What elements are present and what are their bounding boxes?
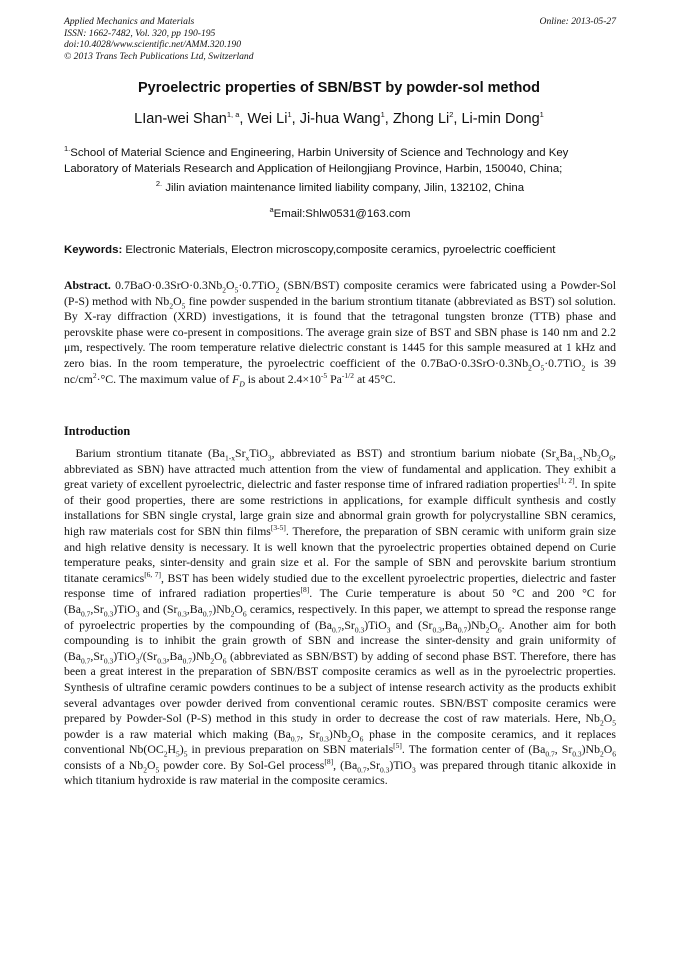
affiliation-1-text: School of Material Science and Engineering, Harbin University of Science and Technology and Key Laboratory of Materials Research and Application of Heilongjiang Province, Harbin, 150040, China; (64, 147, 569, 175)
author: Zhong Li (392, 111, 450, 127)
author: Wei Li (247, 111, 288, 127)
affiliation-2-text: Jilin aviation maintenance limited liability company, Jilin, 132102, China (162, 182, 525, 194)
abstract-body: $0.7BaO\cdot 0.3SrO\cdot 0.3Nb_2O_5\cdot 0.7TiO_2$ (SBN/BST) composite ceramics were fabricated using a Powder-Sol (P-S) method with $Nb_2O_5$ fine powder suspended in the barium strontium titanate (abbreviated as BST) sol solution. By X-ray diffraction (XRD) investigations, it is found that the tetragonal tungsten bronze (TTB) phase and perovskite phase were co-present in compositions. The average grain size of BST and SBN phase is 140 nm and 2.2 μm, respectively. The room temperature relative dielectric constant is 1445 for this sample measured at 1 kHz and zero bias. In the room temperature, the pyroelectric coefficient of the $0.7BaO\cdot 0.3SrO\cdot 0.3Nb_2O_5\cdot 0.7TiO_2$ is 39 $nc/cm^2\cdot^\circ C$. The maximum value of $F_D$ is about $2.4\times 10^{-5}$ $Pa^{-1/2}$ at 45°C. (64, 278, 616, 388)
email-line (64, 206, 616, 222)
email-text: Email:Shlw0531@163.com (273, 208, 411, 220)
paper-title: Pyroelectric properties of SBN/BST by powder-sol method (137, 80, 541, 96)
section-heading-introduction: Introduction (64, 424, 131, 438)
email-sup: a (269, 205, 274, 215)
copyright-line: © 2013 Trans Tech Publications Ltd, Switzerland (64, 50, 254, 62)
introduction-body: Barium strontium titanate ($Ba_{1-x}Sr_xTiO_3$, abbreviated as BST) and strontium barium niobate ($Sr_xBa_{1-x}Nb_2O_6$, abbreviated as SBN) have attracted much attention from the view of fundamental and application. They exhibit a great variety of excellent pyroelectric, dielectric and faster response time of infrared radiation properties[1, 2]. In spite of their good properties, there are some restrictions in applications, for example difficult synthesis and costly installations for SBN single crystal, large grain size and abnormal grain growth for polycrystalline SBN ceramics, high raw materials cost for SBN thin films[3-5]. Therefore, the preparation of SBN ceramic with uniform grain size and high relative density is necessary. It is well known that the pyroelectric properties obtained depend on Curie temperature peaks, sinter-density and grain size et al. For the sample of SBN and perovskite barium strontium titanate ceramics[6, 7], BST has been widely studied due to the excellent pyroelectric properties, dielectric and faster response time of infrared radiation properties[8]. The Curie temperature is about 50 °C and 200 °C for $(Ba_{0.7},Sr_{0.3})TiO_3$ and $(Sr_{0.3},Ba_{0.7})Nb_2O_6$ ceramics, respectively. In this paper, we attempt to spread the response range of pyroelectric properties by the compounding of $(Ba_{0.7},Sr_{0.3})TiO_3$ and $(Sr_{0.3},Ba_{0.7})Nb_2O_6$. Another aim for both compounding is to inhibit the grain growth of SBN and increase the sinter-density and grain uniformity of $(Ba_{0.7},Sr_{0.3})TiO_3/(Sr_{0.3},Ba_{0.7})Nb_2O_6$ (abbreviated as SBN/BST) by adding of second phase BST. Therefore, there has been a great interest in the preparation of SBN/BST composite ceramics as well as in the pyroelectric properties. Synthesis of ultrafine ceramic powders continues to be a subject of intense research activity as the products exhibit several advantages over powder derived from conventional ceramic routes. SBN/BST composite ceramics were prepared by Powder-Sol (P-S) method in this study in order to decrease the cost of raw materials. Here, $Nb_2O_5$ powder is a raw material which making ($Ba_{0.7}$, $Sr_{0.3})Nb_2O_6$ phase in the composite ceramics, and it replaces conventional $Nb(OC_2H_5)_5$ in previous preparation on SBN materials[5]. The formation center of ($Ba_{0.7}$, $Sr_{0.3})Nb_2O_6$ consists of a $Nb_2O_5$ powder core. By Sol-Gel process[8], $(Ba_{0.7},Sr_{0.3})TiO_3$ was prepared through titanic alkoxide in which titanium hydroxide is raw material in the composite ceramics. (64, 446, 617, 788)
abstract (64, 278, 616, 387)
author: LIan-wei Shan (134, 111, 227, 127)
affiliation-2-sup: 2. (155, 179, 163, 189)
author: Li-min Dong (461, 111, 540, 127)
author-sup: 1 (287, 110, 292, 120)
journal-name: Applied Mechanics and Materials (64, 16, 195, 27)
abstract-label: Abstract. (64, 278, 111, 292)
affiliation-1-sup: 1. (64, 144, 71, 154)
author-sup: 1 (539, 110, 544, 120)
author-sup: 1, a (226, 110, 240, 120)
author-list: LIan-wei Shan$^{1, a}$, Wei Li$^1$, Ji-hua Wang$^1$, Zhong Li$^2$, Li-min Dong$^1$ (134, 110, 544, 127)
keywords (64, 242, 624, 258)
doi-line: doi:10.4028/www.scientific.net/AMM.320.190 (64, 39, 242, 51)
affiliation-2 (64, 180, 616, 196)
keywords-text: Electronic Materials, Electron microscopy,composite ceramics, pyroelectric coefficient (122, 244, 556, 256)
issn-line: ISSN: 1662-7482, Vol. 320, pp 190-195 (64, 27, 216, 39)
running-header (64, 16, 616, 62)
author: Ji-hua Wang (299, 111, 381, 127)
keywords-label: Keywords: (64, 244, 123, 256)
affiliation-1 (64, 145, 616, 177)
author-sup: 1 (380, 110, 385, 120)
online-date: Online: 2013-05-27 (539, 16, 616, 27)
author-sup: 2 (449, 110, 454, 120)
